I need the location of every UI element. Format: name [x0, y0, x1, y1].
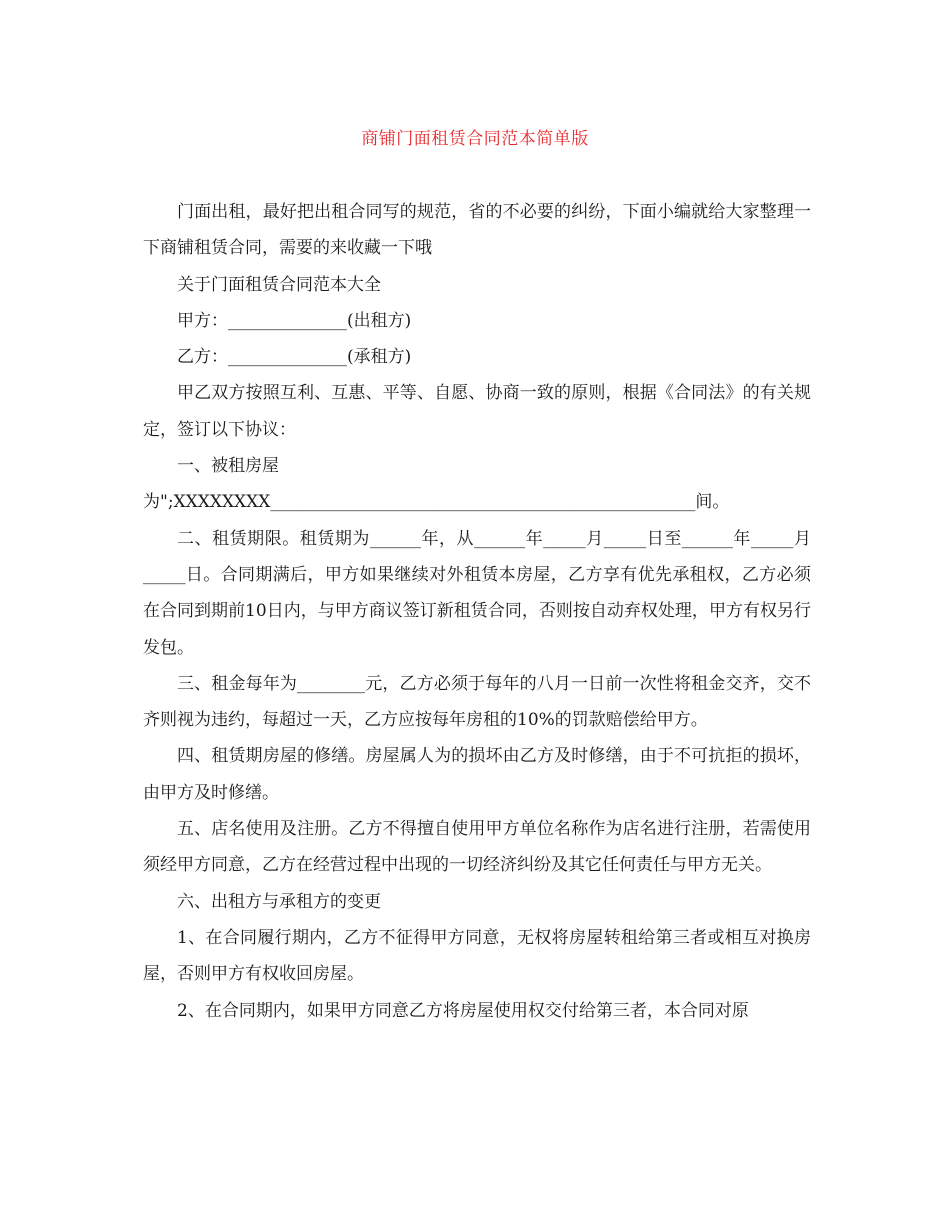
clause-2: 二、租赁期限。租赁期为______年，从______年_____月_____日至______年_____月_____日。合同期满后，甲方如果继续对外租赁本房屋，乙方享有优先承租权，乙方必须在合同到期前10日内，与甲方商议签订新租赁合同，否则按自动弃权处理，甲方有权另行发包。	[143, 528, 811, 658]
clause-6-heading: 六、出租方与承租方的变更	[177, 891, 381, 912]
preamble-paragraph: 甲乙双方按照互利、互惠、平等、自愿、协商一致的原则，根据《合同法》的有关规定，签订以下协议：	[143, 383, 811, 440]
section-heading: 关于门面租赁合同范本大全	[177, 274, 381, 295]
clause-1-body: 为";XXXXXXXX__________________________________________________间。	[143, 492, 730, 513]
clause-1-heading: 一、被租房屋	[177, 456, 279, 477]
clause-5: 五、店名使用及注册。乙方不得擅自使用甲方单位名称作为店名进行注册，若需使用须经甲方同意，乙方在经营过程中出现的一切经济纠纷及其它任何责任与甲方无关。	[143, 819, 811, 876]
party-b-line: 乙方：______________(承租方)	[177, 347, 412, 368]
clause-3: 三、租金每年为________元，乙方必须于每年的八月一日前一次性将租金交齐，交不齐则视为违约，每超过一天，乙方应按每年房租的10%的罚款赔偿给甲方。	[143, 673, 811, 731]
clause-4: 四、租赁期房屋的修缮。房屋属人为的损坏由乙方及时修缮，由于不可抗拒的损坏，由甲方及时修缮。	[143, 746, 811, 803]
clause-6-item-2: 2、在合同期内，如果甲方同意乙方将房屋使用权交付给第三者，本合同对原	[177, 1000, 749, 1021]
clause-6-item-1: 1、在合同履行期内，乙方不征得甲方同意，无权将房屋转租给第三者或相互对换房屋，否则甲方有权收回房屋。	[143, 927, 811, 985]
intro-paragraph: 门面出租，最好把出租合同写的规范，省的不必要的纠纷，下面小编就给大家整理一下商铺租赁合同，需要的来收藏一下哦	[143, 202, 811, 259]
document-title: 商铺门面租赁合同范本简单版	[361, 129, 589, 149]
document-body	[143, 194, 811, 1029]
party-a-line: 甲方：______________(出租方)	[177, 310, 412, 331]
